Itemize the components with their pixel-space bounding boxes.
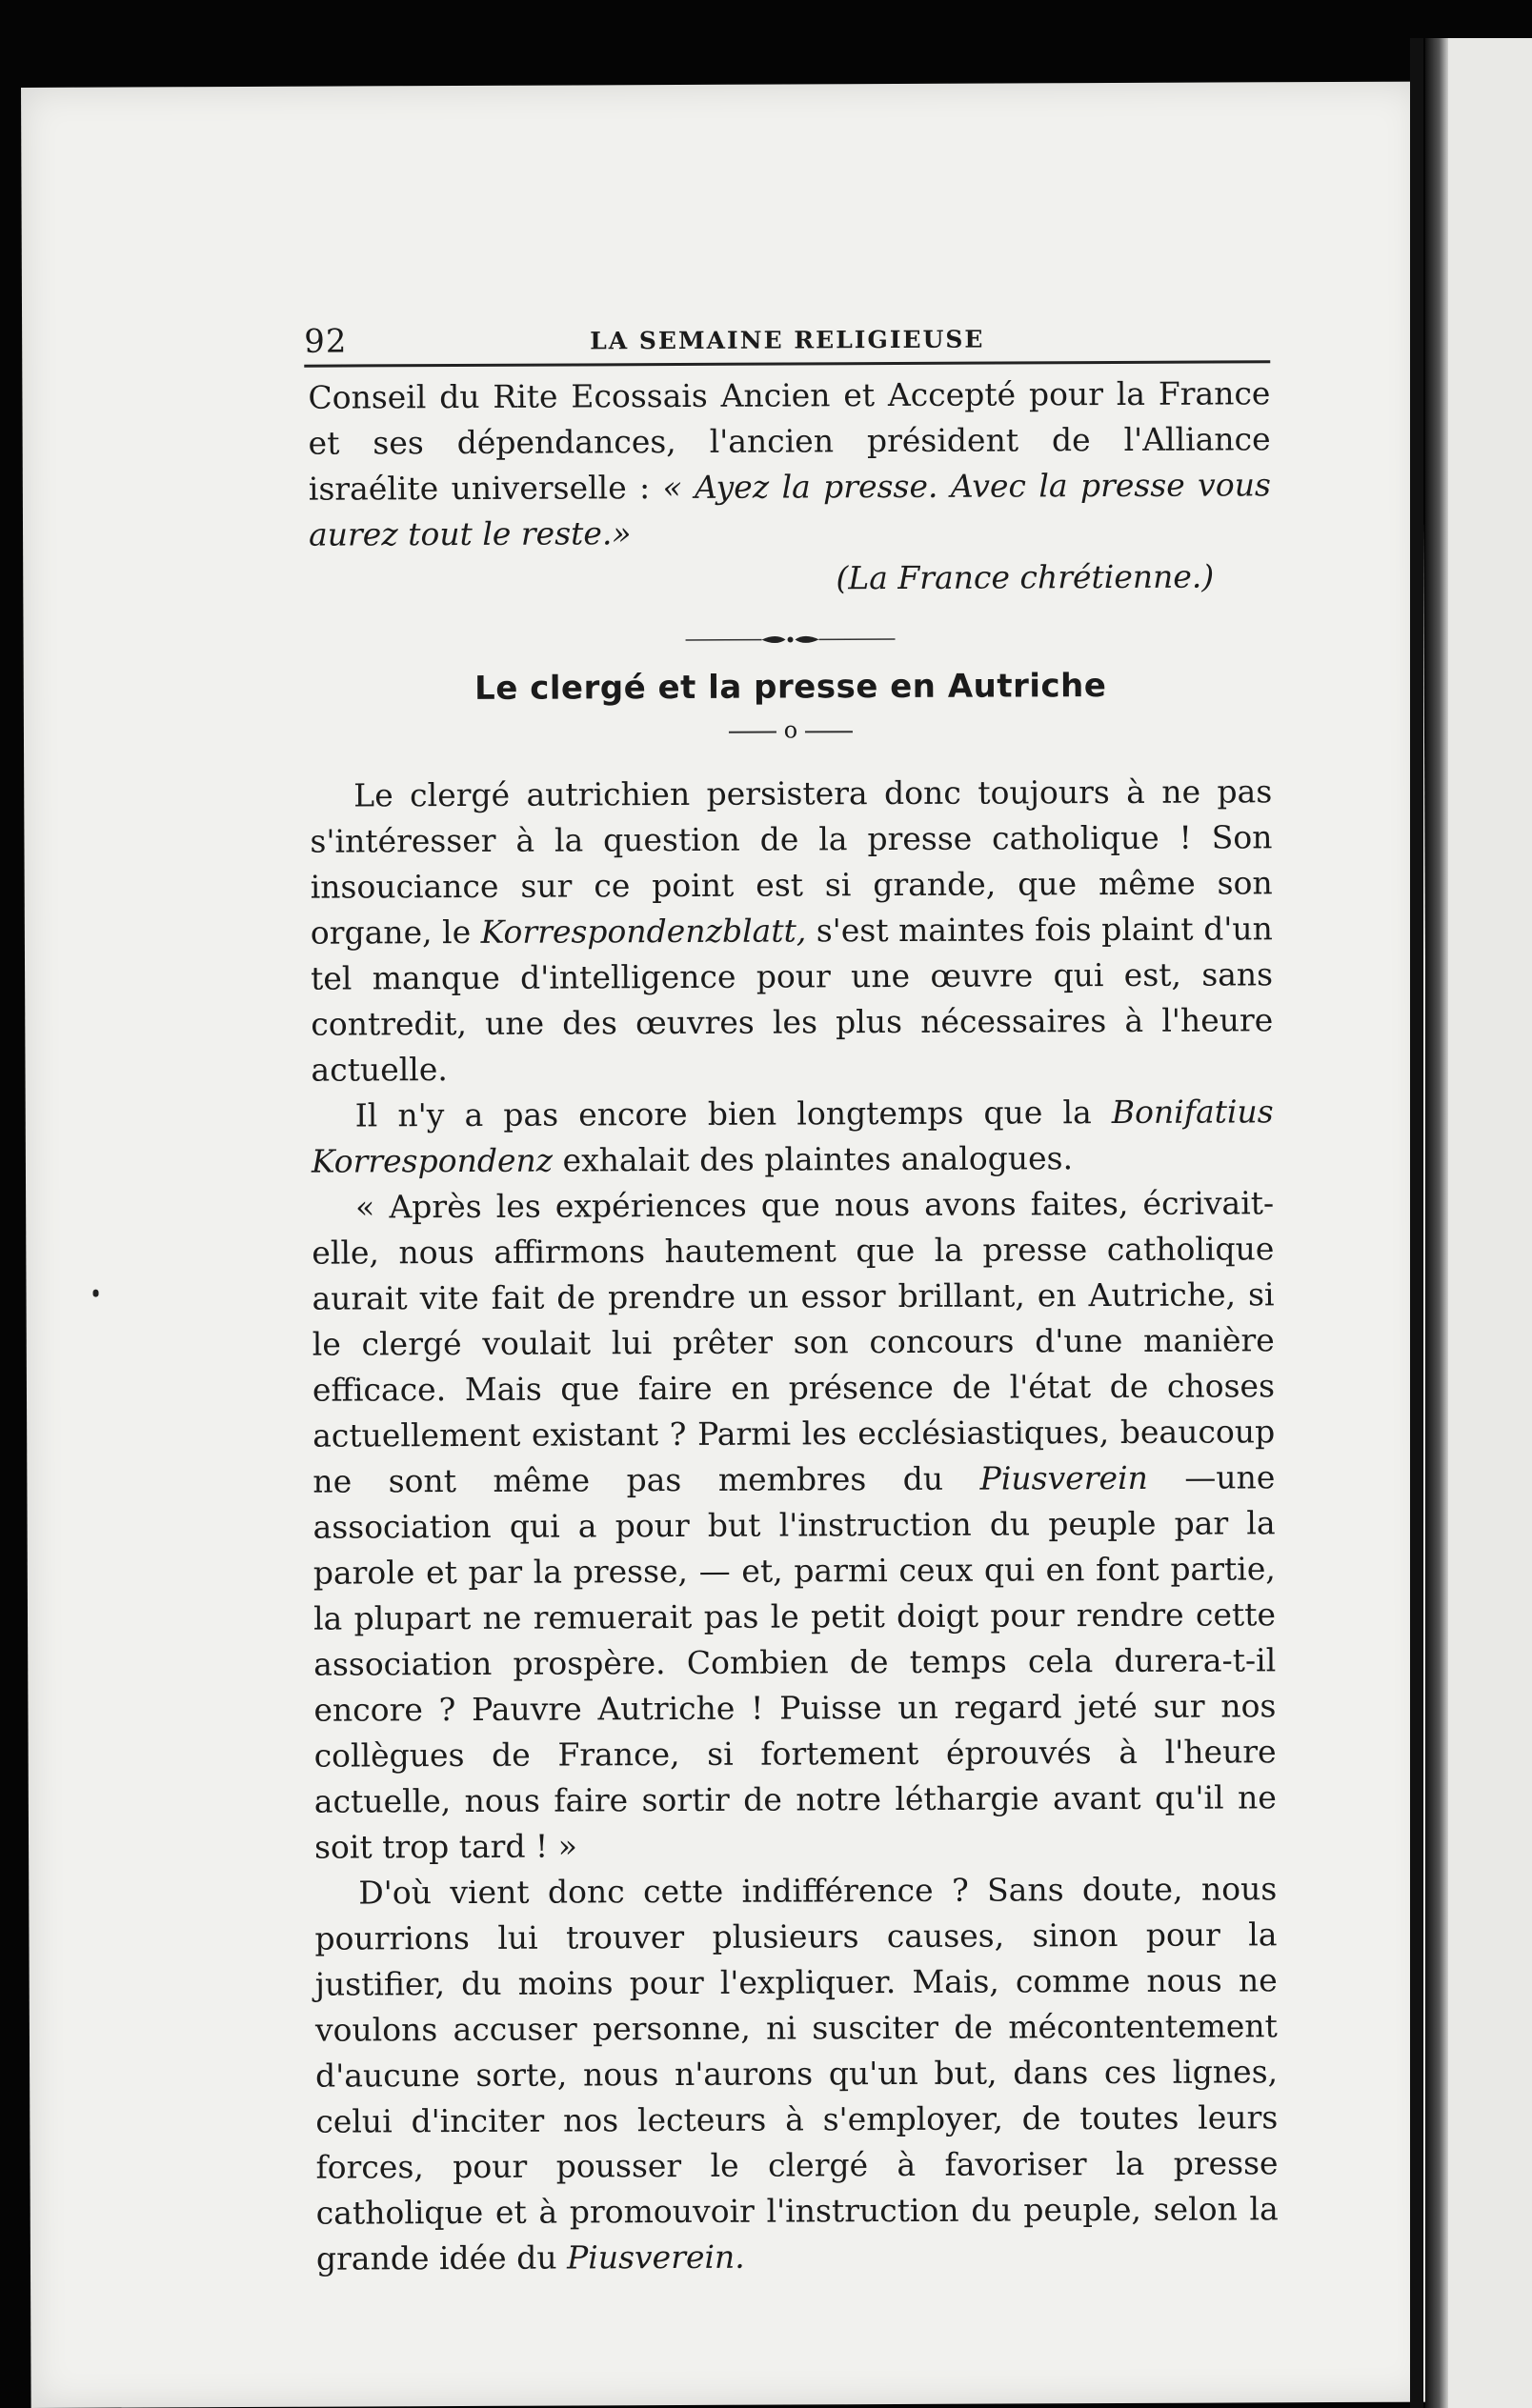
previous-article-source: (La France chrétienne.) xyxy=(836,557,1215,597)
running-header xyxy=(304,311,1270,367)
italic-title-text: Bonifatius Korrespondenz xyxy=(311,1093,1274,1180)
paragraph-text: exhalait des plaintes analogues. xyxy=(553,1139,1074,1179)
paragraph-text: —une association qui a pour but l'instruction du peuple par la parole et par la presse, — et, parmi ceux qui en font partie, la plupart ne remuerait pas le petit doigt pour rendre cette association prospère. Combien de temps cela durera-t-il encore ? Pauvre Autriche ! Puisse un regard jeté sur nos collègues de France, si fortement éprouvés à l'heure actuelle, nous faire sortir de notre léthargie avant qu'il ne soit trop tard ! » xyxy=(312,1458,1277,1866)
page-content xyxy=(304,311,1279,2281)
previous-article-quote: « Ayez la presse. Avec la presse vous aurez tout le reste.» xyxy=(308,466,1271,553)
paragraph-text: s'est maintes fois plaint d'un tel manque d'intelligence pour une œuvre qui est, sans contredit, une des œuvres les plus nécessaires à l'heure actuelle. xyxy=(310,910,1274,1089)
paragraph-text: D'où vient donc cette indifférence ? Sans doute, nous pourrions lui trouver plusieurs causes, sinon pour la justifier, du moins pour l'expliquer. Mais, comme nous ne voulons accuser personne, ni susciter de mécontentement d'aucune sorte, nous n'aurons qu'un but, dans ces lignes, celui d'inciter nos lecteurs à s'employer, de toutes leurs forces, pour pousser le clergé à favoriser la presse catholique et à promouvoir l'instruction du peuple, selon la grande idée du xyxy=(314,1870,1279,2278)
separator-glyph: o xyxy=(783,716,798,744)
paragraph-text: Il n'y a pas encore bien longtemps que la xyxy=(354,1094,1112,1134)
previous-article-text: Conseil du Rite Ecossais Ancien et Accepté pour la France et ses dépendances, l'ancien président de l'Alliance israélite universelle : xyxy=(308,374,1271,508)
section-ornament xyxy=(685,630,895,650)
article-paragraph xyxy=(312,1180,1277,1870)
article-paragraph xyxy=(312,1089,1274,1184)
paragraph-text: « Après les expériences que nous avons faites, écrivait-elle, nous affirmons hautement que la presse catholique aurait vite fait de prendre un essor brillant, en Autriche, si le clergé voulait lui prêter son concours d'une manière efficace. Mais que faire en présence de l'état de choses actuellement existant ? Parmi les ecclésiastiques, beaucoup ne sont même pas membres du xyxy=(312,1184,1276,1500)
italic-title-text: Piusverein xyxy=(979,1458,1148,1497)
italic-title-text: Piusverein. xyxy=(566,2237,745,2277)
previous-article-ending xyxy=(308,371,1271,557)
paragraph-text: Le clergé autrichien persistera donc toujours à ne pas s'intéresser à la question de la presse catholique ! Son insouciance sur ce point est si grande, que même son organe, le xyxy=(310,773,1273,952)
journal-title: LA SEMAINE RELIGIEUSE xyxy=(590,325,985,355)
page-edge xyxy=(1410,38,1423,2408)
italic-title-text: Korrespondenzblatt, xyxy=(480,912,807,951)
article-body xyxy=(310,769,1279,2281)
article-title: Le clergé et la presse en Autriche xyxy=(474,667,1107,708)
article-paragraph xyxy=(310,769,1273,1093)
gutter-shadow xyxy=(1425,38,1448,2408)
title-separator xyxy=(310,713,1272,746)
article-paragraph xyxy=(314,1866,1279,2281)
page-number: 92 xyxy=(304,322,348,361)
ink-speck xyxy=(93,1290,99,1297)
adjacent-page xyxy=(1448,38,1532,2408)
book-page xyxy=(21,82,1432,2408)
